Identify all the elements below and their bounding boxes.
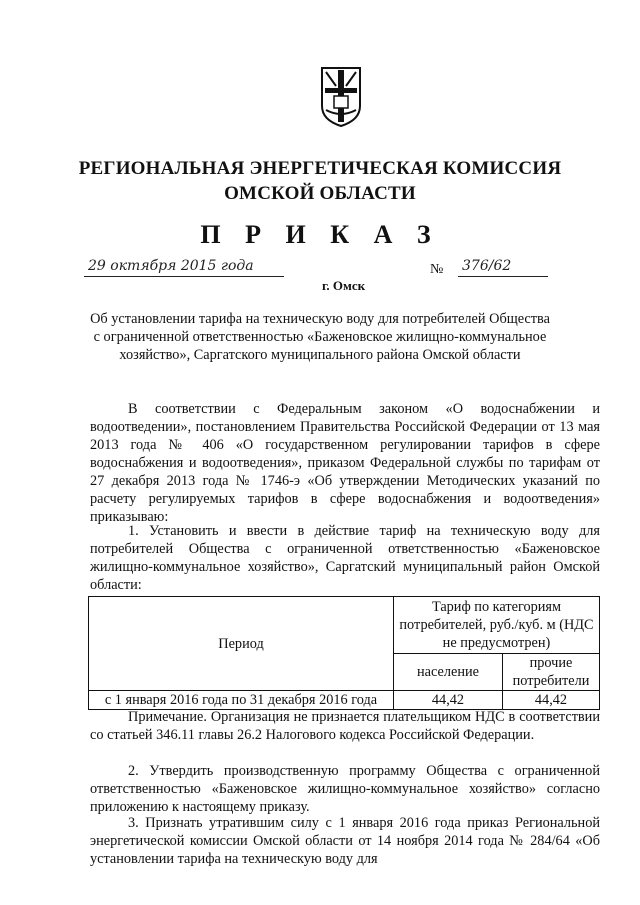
note-text: Примечание. Организация не признается плательщиком НДС в соответствии со статьей 346.11 главы 26.2 Налогового кодекса Российской Федерации. <box>90 709 600 743</box>
number-underline <box>458 276 548 277</box>
table-row <box>89 691 600 710</box>
city-label: г. Омск <box>322 278 366 293</box>
cell-population: 44,42 <box>394 691 503 710</box>
intro-text: В соответствии с Федеральным законом «О водоснабжении и водоотведении», постановлением Правительства Российской Федерации от 13 мая 2013 года № 406 «О государственном регулировании тарифов в сфере водоснабжения и водоотведения», приказом Федеральной службы по тарифам от 27 декабря 2013 года № 1746-э «Об утверждении Методических указаний по расчету регулируемых тарифов в сфере водоснабжения и водоотведения» приказываю: <box>90 401 600 525</box>
document-title: П Р И К А З <box>200 220 440 249</box>
item3-paragraph <box>90 814 600 868</box>
intro-paragraph <box>90 400 600 526</box>
item3-text: 3. Признать утратившим силу с 1 января 2016 года приказ Региональной энергетической комиссии Омской области от 14 ноября 2014 года № 284/64 «Об установлении тарифа на техническую воду для <box>90 815 600 867</box>
omsk-coat-of-arms-icon <box>320 66 362 128</box>
header-population: население <box>394 654 503 691</box>
date-underline <box>84 276 284 277</box>
org-name-line1: РЕГИОНАЛЬНАЯ ЭНЕРГЕТИЧЕСКАЯ КОМИССИЯ <box>78 158 562 179</box>
item2-paragraph <box>90 762 600 816</box>
tariff-table <box>88 596 600 710</box>
header-other: прочие потребители <box>503 654 600 691</box>
header-tariff: Тариф по категориям потребителей, руб./куб. м (НДС не предусмотрен) <box>394 597 600 654</box>
handwritten-number: 376/62 <box>462 258 512 274</box>
item2-text: 2. Утвердить производственную программу Общества с ограниченной ответственностью «Баженовское жилищно-коммунальное хозяйство» согласно приложению к настоящему приказу. <box>90 763 600 815</box>
cell-other: 44,42 <box>503 691 600 710</box>
handwritten-date: 29 октября 2015 года <box>88 258 254 274</box>
cell-period: с 1 января 2016 года по 31 декабря 2016 года <box>89 691 394 710</box>
header-period: Период <box>89 597 394 691</box>
note-paragraph <box>90 708 600 744</box>
item1-text: 1. Установить и ввести в действие тариф на техническую воду для потребителей Общества с ограниченной ответственностью «Баженовское жилищно-коммунальное хозяйство», Саргатский муниципальный район Омской области: <box>90 523 600 593</box>
order-subject: Об установлении тарифа на техническую воду для потребителей Общества с ограниченной ответственностью «Баженовское жилищно-коммунальное хозяйство», Саргатского муниципального района Омской области <box>90 311 550 363</box>
number-label: № <box>430 262 444 277</box>
org-name-line2: ОМСКОЙ ОБЛАСТИ <box>224 183 416 204</box>
item1-paragraph <box>90 522 600 594</box>
